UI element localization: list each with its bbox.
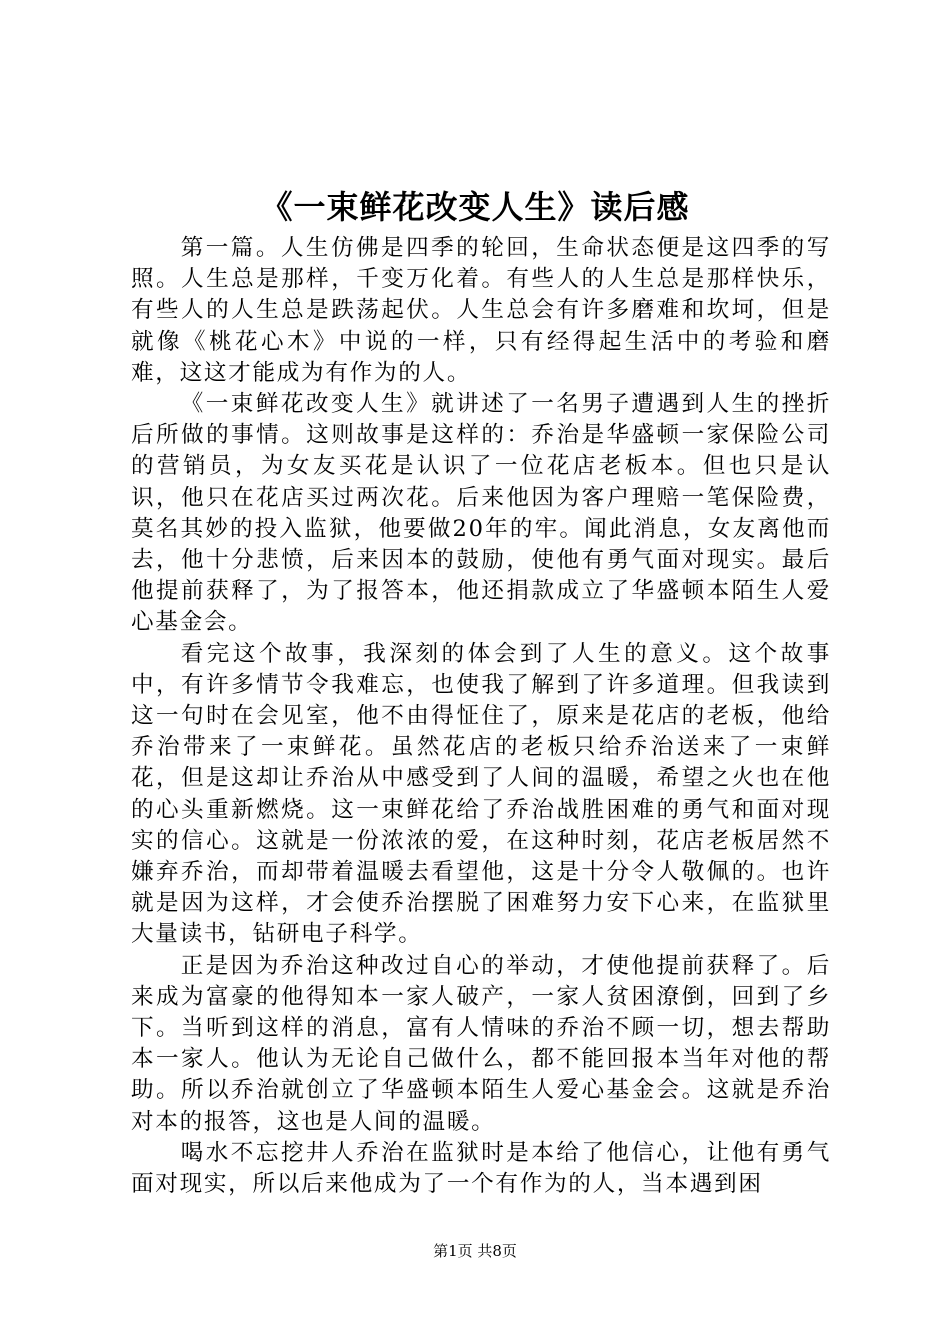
paragraph-3: 看完这个故事，我深刻的体会到了人生的意义。这个故事中，有许多情节令我难忘，也使我了解到了许多道理。但我读到这一句时在会见室，他不由得怔住了，原来是花店的老板，他给乔治带来了一束鲜花。虽然花店的老板只给乔治送来了一束鲜花，但是这却让乔治从中感受到了人间的温暖，希望之火也在他的心头重新燃烧。这一束鲜花给了乔治战胜困难的勇气和面对现实的信心。这就是一份浓浓的爱，在这种时刻，花店老板居然不嫌弃乔治，而却带着温暖去看望他，这是十分令人敬佩的。也许就是因为这样，才会使乔治摆脱了困难努力安下心来，在监狱里大量读书，钻研电子科学。 [131,640,831,948]
document-body [131,233,831,1200]
document-title: 《一束鲜花改变人生》读后感 [260,188,690,226]
page-number-footer: 第1页 共8页 [433,1242,517,1260]
paragraph-2: 《一束鲜花改变人生》就讲述了一名男子遭遇到人生的挫折后所做的事情。这则故事是这样的：乔治是华盛顿一家保险公司的营销员，为女友买花是认识了一位花店老板本。但也只是认识，他只在花店买过两次花。后来他因为客户理赔一笔保险费，莫名其妙的投入监狱，他要做20年的牢。闻此消息，女友离他而去，他十分悲愤，后来因本的鼓励，使他有勇气面对现实。最后他提前获释了，为了报答本，他还捐款成立了华盛顿本陌生人爱心基金会。 [131,391,831,636]
paragraph-5: 喝水不忘挖井人乔治在监狱时是本给了他信心，让他有勇气面对现实，所以后来他成为了一个有作为的人，当本遇到困 [131,1139,831,1198]
paragraph-4: 正是因为乔治这种改过自心的举动，才使他提前获释了。后来成为富豪的他得知本一家人破产，一家人贫困潦倒，回到了乡下。当听到这样的消息，富有人情味的乔治不顾一切，想去帮助本一家人。他认为无论自己做什么，都不能回报本当年对他的帮助。所以乔治就创立了华盛顿本陌生人爱心基金会。这就是乔治对本的报答，这也是人间的温暖。 [131,952,831,1135]
paragraph-1: 第一篇。人生仿佛是四季的轮回，生命状态便是这四季的写照。人生总是那样，千变万化着。有些人的人生总是那样快乐，有些人的人生总是跌荡起伏。人生总会有许多磨难和坎坷，但是就像《桃花心木》中说的一样，只有经得起生活中的考验和磨难，这这才能成为有作为的人。 [131,235,831,386]
